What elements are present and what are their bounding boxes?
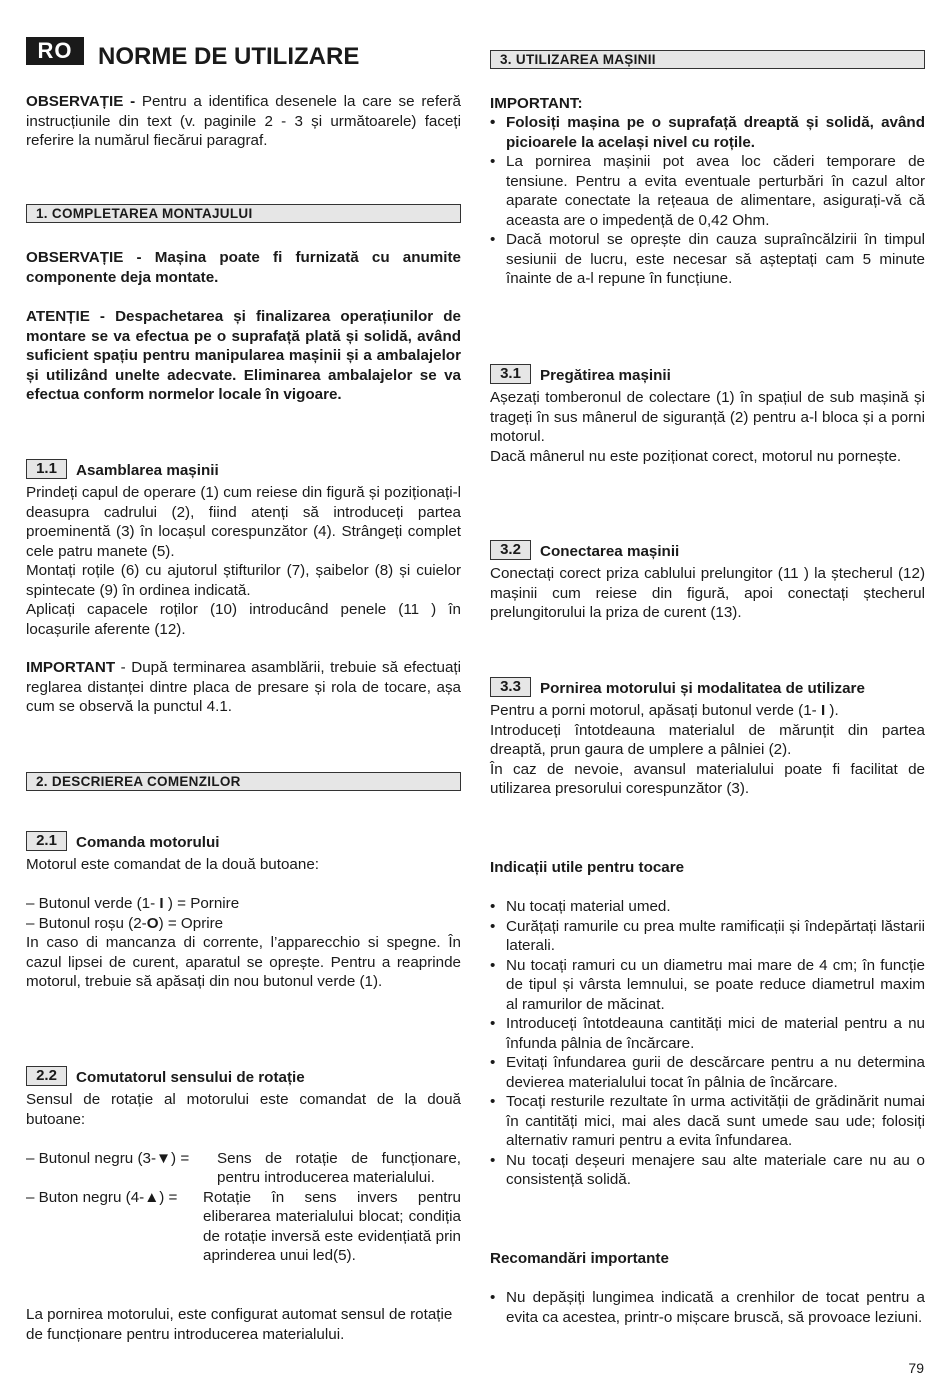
subsection-2-2-heading (26, 1066, 461, 1088)
rotation-forward-label: – Butonul negru (3-▼) = (26, 1149, 190, 1167)
green-button-line: – Butonul verde (1- I ) = Pornire (26, 895, 240, 912)
list-item: • Curățați ramurile cu prea multe ramificații și îndepărtați lăstarii laterali. (490, 917, 925, 956)
section-1-bar: 1. COMPLETAREA MONTAJULUI (26, 204, 461, 223)
paragraph: Motorul este comandat de la două butoane: (26, 856, 319, 873)
subsection-3-3-body (490, 701, 925, 799)
paragraph: Prindeți capul de operare (1) cum reiese din figură și poziționați-l deasupra cadrului (2), fiind atenți să introduceți partea proeminentă (3) în locașul corespunzător (4). Strângeți complet cele patru manete (5). (26, 484, 461, 560)
list-item: • Folosiți mașina pe o suprafață dreaptă și solidă, având picioarele la același nivel cu roțile. (490, 113, 925, 152)
list-item: • Dacă motorul se oprește din cauza supraîncălzirii în timpul sesiunii de lucru, este necesar să așteptați cam 5 minute înainte de a-l repune în funcțiune. (490, 230, 925, 289)
section-1-observation: OBSERVAȚIE - Mașina poate fi furnizată cu anumite componente deja montate. (26, 249, 461, 286)
paragraph: Așezați tomberonul de colectare (1) în spațiul de sub mașină și trageți în sus mânerul de siguranță (2) pentru a-l bloca și a porni motorul. (490, 389, 925, 445)
paragraph: În caz de nevoie, avansul materialului poate fi facilitat de utilizarea presorului corespunzător (3). (490, 760, 925, 797)
subsection-title: Comutatorul sensului de rotație (76, 1069, 305, 1086)
page-number: 79 (908, 1360, 924, 1376)
list-item: • Nu tocați deșeuri menajere sau alte materiale care nu au o consistență solidă. (490, 1151, 925, 1190)
subsection-title: Pregătirea mașinii (540, 367, 671, 384)
paragraph: Montați roțile (6) cu ajutorul știfturilor (7), șaibelor (8) și cuielor spintecate (9) în ordinea indicată. (26, 562, 461, 599)
subsection-title: Conectarea mașinii (540, 543, 680, 560)
subsection-number: 3.2 (490, 540, 531, 560)
subsection-title: Asamblarea mașinii (76, 462, 219, 479)
intro-note (26, 92, 461, 151)
page-title: NORME DE UTILIZARE (98, 43, 360, 70)
subsection-title: Comanda motorului (76, 834, 220, 851)
subsection-title: Pornirea motorului și modalitatea de utilizare (540, 680, 865, 697)
rotation-reverse-text: Rotație în sens invers pentru eliberarea materialului blocat; condiția de rotație inversă este evidențiată prin aprinderea unui led(5). (203, 1188, 461, 1264)
rotation-forward-row (26, 1149, 461, 1188)
subsection-1-1-body (26, 483, 461, 639)
recommendations-list (490, 1288, 925, 1327)
rotation-reverse-label: – Buton negru (4-▲) = (26, 1188, 178, 1206)
subsection-number: 1.1 (26, 459, 67, 479)
intro-note-text: Pentru a identifica desenele la care se referă instrucțiunile din text (v. paginile 2 - 3 și următoarele) faceți referire la numărul fiecărui paragraf. (26, 93, 461, 149)
important-lead: IMPORTANT (26, 659, 116, 676)
red-button-line: – Butonul roșu (2-O) = Oprire (26, 914, 224, 932)
list-item: • Nu depășiți lungimea indicată a crenhilor de tocat pentru a evita ca acestea, printr-o mișcare bruscă, să provoace leziuni. (490, 1288, 925, 1327)
paragraph: Sensul de rotație al motorului este comandat de la două butoane: (26, 1091, 461, 1128)
important-list (490, 113, 925, 289)
paragraph: Aplicați capacele roților (10) introducând penele (11 ) în locașurile aferente (12). (26, 601, 461, 638)
subsection-3-1-body (490, 388, 925, 466)
subsection-3-3-heading (490, 677, 925, 699)
important-title: IMPORTANT: (490, 95, 583, 112)
section-1-warning: ATENȚIE - Despachetarea și finalizarea operațiunilor de montare se va efectua pe o suprafață plată și solidă, având suficient spațiu pentru manipularea mașinii și a ambalajelor și utilizând unelte adecvate. Eliminarea ambalajelor se va efectua conform normelor locale în vigoare. (26, 308, 461, 403)
subsection-number: 2.1 (26, 831, 67, 851)
subsection-1-1-heading (26, 459, 461, 481)
subsection-2-2-body (26, 1090, 461, 1266)
tips-title: Indicații utile pentru tocare (490, 859, 685, 876)
list-item: • Tocați resturile rezultate în urma activității de grădinărit numai în cantități mici, mai ales dacă sunt umede sau ude; folosiți alternativ ramuri pentru a evita înfundarea. (490, 1092, 925, 1151)
subsection-2-1-heading (26, 831, 461, 853)
section-2-bar: 2. DESCRIEREA COMENZILOR (26, 772, 461, 791)
subsection-3-1-heading (490, 364, 925, 386)
language-badge: RO (26, 37, 84, 65)
subsection-3-2-body: Conectați corect priza cablului prelungitor (11 ) la ștecherul (12) mașinii cum reiese din figură, apoi conectați ștecherul prelungitorului la priza de curent (13). (490, 565, 925, 621)
list-item: • Nu tocați ramuri cu un diametru mai mare de 4 cm; în funcție de tipul și vârsta lemnului, se poate reduce diametrul maxim al ramurilor de măcinat. (490, 956, 925, 1015)
section-3-bar: 3. UTILIZAREA MAȘINII (490, 50, 925, 69)
rotation-default-note: La pornirea motorului, este configurat automat sensul de rotație de funcționare pentru introducerea materialului. (26, 1306, 453, 1343)
paragraph: Introduceți întotdeauna materialul de mărunțit din partea dreaptă, prun gaura de umplere a pâlniei (2). (490, 721, 925, 758)
paragraph: In caso di mancanza di corrente, l’apparecchio si spegne. În cazul lipsei de curent, aparatul se oprește. Pentru a reaprinde motorul, trebuie să apăsați din nou butonul verde (1). (26, 934, 461, 990)
assembly-important-note (26, 658, 461, 717)
important-text: - După terminarea asamblării, trebuie să efectuați reglarea distanței dintre placa de presare și rola de tocare, așa cum se observă la punctul 4.1. (26, 659, 461, 715)
rotation-reverse-row (26, 1188, 461, 1266)
list-item: • Nu tocați material umed. (490, 897, 925, 917)
intro-note-lead: OBSERVAȚIE - (26, 93, 136, 110)
subsection-number: 3.1 (490, 364, 531, 384)
paragraph: Pentru a porni motorul, apăsați butonul verde (1- I ). (490, 702, 839, 719)
subsection-number: 3.3 (490, 677, 531, 697)
tips-list (490, 897, 925, 1190)
recommendations-title: Recomandări importante (490, 1250, 669, 1267)
subsection-2-1-body (26, 855, 461, 992)
paragraph: Dacă mânerul nu este poziționat corect, motorul nu pornește. (490, 447, 902, 465)
subsection-number: 2.2 (26, 1066, 67, 1086)
list-item: • La pornirea mașinii pot avea loc căderi temporare de tensiune. Pentru a evita eventuale perturbări în cazul altor aparate conectate la rețeaua de alimentare, asigurați-vă că aceasta are o impedență de 0,42 Ohm. (490, 152, 925, 230)
list-item: • Evitați înfundarea gurii de descărcare pentru a nu determina devierea materialului tocat în pâlnia de încărcare. (490, 1053, 925, 1092)
rotation-forward-text: Sens de rotație de funcționare, pentru introducerea materialului. (217, 1149, 461, 1186)
list-item: • Introduceți întotdeauna cantități mici de material pentru a nu înfunda pâlnia de încărcare. (490, 1014, 925, 1053)
subsection-3-2-heading (490, 540, 925, 562)
